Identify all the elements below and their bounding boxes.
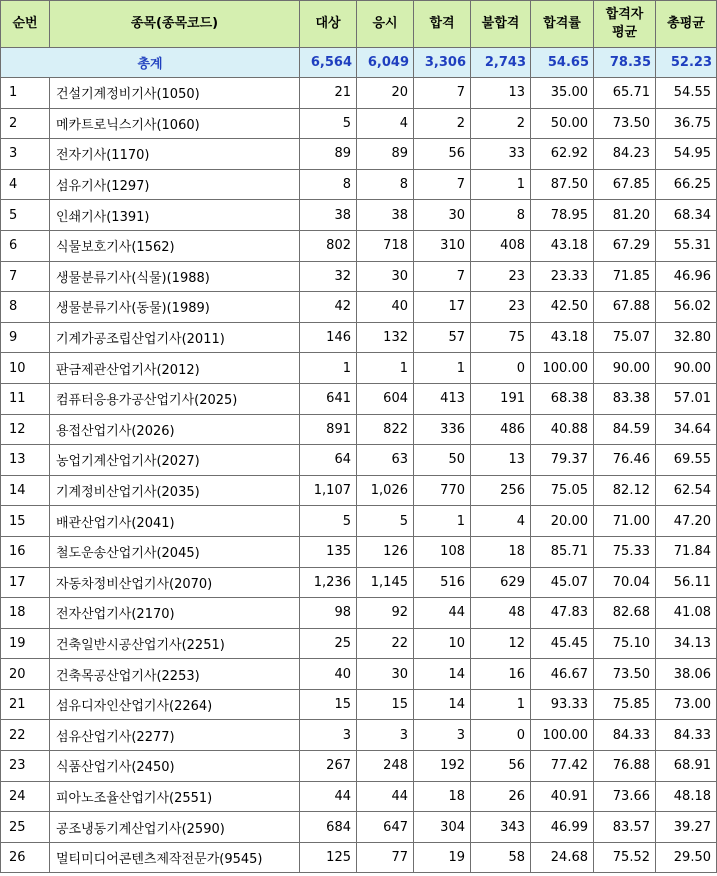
cell-rate: 46.99 — [531, 812, 594, 843]
cell-no: 23 — [1, 751, 50, 782]
cell-rate: 46.67 — [531, 659, 594, 690]
cell-no: 24 — [1, 781, 50, 812]
table-row — [1, 659, 717, 690]
cell-applied: 3 — [357, 720, 414, 751]
cell-rate: 62.92 — [531, 139, 594, 170]
cell-no: 19 — [1, 628, 50, 659]
cell-total-avg: 56.11 — [656, 567, 717, 598]
cell-rate: 42.50 — [531, 292, 594, 323]
cell-no: 7 — [1, 261, 50, 292]
cell-no: 1 — [1, 78, 50, 109]
cell-total-avg: 69.55 — [656, 445, 717, 476]
cell-pass-avg: 75.52 — [594, 842, 656, 873]
cell-failed: 4 — [471, 506, 531, 537]
table-row — [1, 781, 717, 812]
cell-passed: 310 — [414, 230, 471, 261]
cell-rate: 47.83 — [531, 598, 594, 629]
cell-total-avg: 68.91 — [656, 751, 717, 782]
cell-pass-avg: 76.88 — [594, 751, 656, 782]
table-row — [1, 842, 717, 873]
cell-failed: 18 — [471, 536, 531, 567]
table-row — [1, 812, 717, 843]
cell-total-avg: 56.02 — [656, 292, 717, 323]
cell-name: 피아노조율산업기사(2551) — [50, 781, 300, 812]
cell-rate: 50.00 — [531, 108, 594, 139]
cell-applied: 647 — [357, 812, 414, 843]
cell-no: 22 — [1, 720, 50, 751]
cell-no: 21 — [1, 689, 50, 720]
header-applied: 응시 — [357, 1, 414, 48]
cell-name: 판금제관산업기사(2012) — [50, 353, 300, 384]
cell-target: 267 — [300, 751, 357, 782]
total-row — [1, 48, 717, 78]
table-row — [1, 567, 717, 598]
cell-target: 42 — [300, 292, 357, 323]
cell-applied: 248 — [357, 751, 414, 782]
cell-pass-avg: 71.85 — [594, 261, 656, 292]
cell-failed: 56 — [471, 751, 531, 782]
cell-passed: 770 — [414, 475, 471, 506]
cell-total-avg: 57.01 — [656, 383, 717, 414]
cell-failed: 486 — [471, 414, 531, 445]
cell-no: 11 — [1, 383, 50, 414]
cell-name: 건축목공산업기사(2253) — [50, 659, 300, 690]
cell-passed: 1 — [414, 353, 471, 384]
total-rate: 54.65 — [531, 48, 594, 78]
cell-total-avg: 73.00 — [656, 689, 717, 720]
cell-rate: 68.38 — [531, 383, 594, 414]
cell-name: 멀티미디어콘텐츠제작전문가(9545) — [50, 842, 300, 873]
cell-pass-avg: 84.59 — [594, 414, 656, 445]
cell-name: 건설기계정비기사(1050) — [50, 78, 300, 109]
cell-failed: 1 — [471, 689, 531, 720]
cell-applied: 8 — [357, 169, 414, 200]
cell-target: 135 — [300, 536, 357, 567]
cell-target: 89 — [300, 139, 357, 170]
cell-applied: 30 — [357, 261, 414, 292]
total-label: 총계 — [1, 48, 300, 78]
cell-passed: 413 — [414, 383, 471, 414]
cell-no: 3 — [1, 139, 50, 170]
cell-failed: 256 — [471, 475, 531, 506]
cell-failed: 343 — [471, 812, 531, 843]
cell-pass-avg: 73.66 — [594, 781, 656, 812]
cell-rate: 75.05 — [531, 475, 594, 506]
cell-target: 15 — [300, 689, 357, 720]
cell-target: 8 — [300, 169, 357, 200]
cell-total-avg: 47.20 — [656, 506, 717, 537]
cell-name: 섬유산업기사(2277) — [50, 720, 300, 751]
table-row — [1, 414, 717, 445]
cell-rate: 23.33 — [531, 261, 594, 292]
cell-passed: 30 — [414, 200, 471, 231]
cell-rate: 87.50 — [531, 169, 594, 200]
cell-applied: 126 — [357, 536, 414, 567]
cell-passed: 14 — [414, 659, 471, 690]
cell-applied: 38 — [357, 200, 414, 231]
cell-total-avg: 41.08 — [656, 598, 717, 629]
table-row — [1, 322, 717, 353]
cell-failed: 26 — [471, 781, 531, 812]
cell-rate: 77.42 — [531, 751, 594, 782]
cell-name: 전자기사(1170) — [50, 139, 300, 170]
cell-applied: 132 — [357, 322, 414, 353]
table-row — [1, 536, 717, 567]
cell-target: 40 — [300, 659, 357, 690]
cell-pass-avg: 76.46 — [594, 445, 656, 476]
cell-name: 메카트로닉스기사(1060) — [50, 108, 300, 139]
table-row — [1, 108, 717, 139]
cell-name: 전자산업기사(2170) — [50, 598, 300, 629]
cell-total-avg: 90.00 — [656, 353, 717, 384]
cell-total-avg: 71.84 — [656, 536, 717, 567]
table-row — [1, 200, 717, 231]
cell-applied: 718 — [357, 230, 414, 261]
cell-total-avg: 55.31 — [656, 230, 717, 261]
cell-no: 10 — [1, 353, 50, 384]
total-target: 6,564 — [300, 48, 357, 78]
table-row — [1, 353, 717, 384]
cell-pass-avg: 67.85 — [594, 169, 656, 200]
cell-target: 146 — [300, 322, 357, 353]
cell-applied: 1,145 — [357, 567, 414, 598]
table-row — [1, 628, 717, 659]
total-passed: 3,306 — [414, 48, 471, 78]
cell-passed: 44 — [414, 598, 471, 629]
cell-failed: 75 — [471, 322, 531, 353]
cell-pass-avg: 73.50 — [594, 659, 656, 690]
cell-name: 생물분류기사(동물)(1989) — [50, 292, 300, 323]
cell-target: 3 — [300, 720, 357, 751]
header-name: 종목(종목코드) — [50, 1, 300, 48]
cell-applied: 22 — [357, 628, 414, 659]
cell-rate: 40.88 — [531, 414, 594, 445]
cell-total-avg: 29.50 — [656, 842, 717, 873]
cell-rate: 45.45 — [531, 628, 594, 659]
cell-no: 15 — [1, 506, 50, 537]
cell-total-avg: 34.64 — [656, 414, 717, 445]
cell-pass-avg: 84.33 — [594, 720, 656, 751]
header-pass-avg — [594, 1, 656, 48]
cell-rate: 78.95 — [531, 200, 594, 231]
cell-name: 식품산업기사(2450) — [50, 751, 300, 782]
cell-total-avg: 54.55 — [656, 78, 717, 109]
total-failed: 2,743 — [471, 48, 531, 78]
cell-failed: 48 — [471, 598, 531, 629]
cell-pass-avg: 71.00 — [594, 506, 656, 537]
cell-rate: 79.37 — [531, 445, 594, 476]
cell-no: 2 — [1, 108, 50, 139]
cell-failed: 629 — [471, 567, 531, 598]
cell-rate: 45.07 — [531, 567, 594, 598]
cell-pass-avg: 65.71 — [594, 78, 656, 109]
cell-applied: 4 — [357, 108, 414, 139]
cell-failed: 1 — [471, 169, 531, 200]
cell-applied: 40 — [357, 292, 414, 323]
cell-target: 125 — [300, 842, 357, 873]
cell-rate: 40.91 — [531, 781, 594, 812]
cell-passed: 57 — [414, 322, 471, 353]
table-row — [1, 598, 717, 629]
table-row — [1, 78, 717, 109]
cell-passed: 336 — [414, 414, 471, 445]
cell-name: 컴퓨터응용가공산업기사(2025) — [50, 383, 300, 414]
cell-pass-avg: 70.04 — [594, 567, 656, 598]
cell-failed: 408 — [471, 230, 531, 261]
cell-passed: 2 — [414, 108, 471, 139]
cell-applied: 5 — [357, 506, 414, 537]
cell-name: 건축일반시공산업기사(2251) — [50, 628, 300, 659]
cell-no: 5 — [1, 200, 50, 231]
cell-passed: 1 — [414, 506, 471, 537]
cell-total-avg: 46.96 — [656, 261, 717, 292]
cell-applied: 44 — [357, 781, 414, 812]
cell-pass-avg: 67.29 — [594, 230, 656, 261]
cell-pass-avg: 75.33 — [594, 536, 656, 567]
cell-name: 기계정비산업기사(2035) — [50, 475, 300, 506]
header-no: 순번 — [1, 1, 50, 48]
cell-failed: 23 — [471, 292, 531, 323]
table-row — [1, 169, 717, 200]
cell-pass-avg: 67.88 — [594, 292, 656, 323]
cell-rate: 85.71 — [531, 536, 594, 567]
cell-total-avg: 39.27 — [656, 812, 717, 843]
table-row — [1, 506, 717, 537]
cell-pass-avg: 73.50 — [594, 108, 656, 139]
header-target: 대상 — [300, 1, 357, 48]
cell-pass-avg: 82.12 — [594, 475, 656, 506]
cell-no: 12 — [1, 414, 50, 445]
cell-applied: 92 — [357, 598, 414, 629]
cell-target: 5 — [300, 108, 357, 139]
cell-failed: 0 — [471, 720, 531, 751]
cell-name: 생물분류기사(식물)(1988) — [50, 261, 300, 292]
cell-pass-avg: 75.10 — [594, 628, 656, 659]
cell-no: 26 — [1, 842, 50, 873]
cell-pass-avg: 82.68 — [594, 598, 656, 629]
cell-no: 14 — [1, 475, 50, 506]
total-pass-avg: 78.35 — [594, 48, 656, 78]
total-total-avg: 52.23 — [656, 48, 717, 78]
cell-passed: 56 — [414, 139, 471, 170]
cell-failed: 23 — [471, 261, 531, 292]
cell-passed: 192 — [414, 751, 471, 782]
cell-name: 섬유디자인산업기사(2264) — [50, 689, 300, 720]
cell-passed: 3 — [414, 720, 471, 751]
cell-name: 인쇄기사(1391) — [50, 200, 300, 231]
cell-name: 기계가공조립산업기사(2011) — [50, 322, 300, 353]
cell-pass-avg: 75.07 — [594, 322, 656, 353]
cell-no: 9 — [1, 322, 50, 353]
cell-applied: 89 — [357, 139, 414, 170]
cell-passed: 516 — [414, 567, 471, 598]
cell-total-avg: 68.34 — [656, 200, 717, 231]
cell-name: 공조냉동기계산업기사(2590) — [50, 812, 300, 843]
cell-pass-avg: 83.38 — [594, 383, 656, 414]
cell-passed: 19 — [414, 842, 471, 873]
cell-rate: 43.18 — [531, 230, 594, 261]
cell-pass-avg: 83.57 — [594, 812, 656, 843]
cell-passed: 10 — [414, 628, 471, 659]
cell-target: 98 — [300, 598, 357, 629]
cell-target: 802 — [300, 230, 357, 261]
cell-pass-avg: 81.20 — [594, 200, 656, 231]
cell-name: 배관산업기사(2041) — [50, 506, 300, 537]
cell-passed: 7 — [414, 169, 471, 200]
cell-total-avg: 32.80 — [656, 322, 717, 353]
cell-no: 17 — [1, 567, 50, 598]
cell-rate: 24.68 — [531, 842, 594, 873]
cell-passed: 108 — [414, 536, 471, 567]
cell-pass-avg: 84.23 — [594, 139, 656, 170]
cell-target: 1 — [300, 353, 357, 384]
table-row — [1, 751, 717, 782]
cell-applied: 63 — [357, 445, 414, 476]
cell-no: 20 — [1, 659, 50, 690]
cell-name: 철도운송산업기사(2045) — [50, 536, 300, 567]
header-passed: 합격 — [414, 1, 471, 48]
cell-failed: 16 — [471, 659, 531, 690]
cell-name: 자동차정비산업기사(2070) — [50, 567, 300, 598]
cell-no: 13 — [1, 445, 50, 476]
table-row — [1, 383, 717, 414]
cell-rate: 93.33 — [531, 689, 594, 720]
cell-applied: 15 — [357, 689, 414, 720]
cell-passed: 17 — [414, 292, 471, 323]
cell-target: 44 — [300, 781, 357, 812]
cell-name: 용접산업기사(2026) — [50, 414, 300, 445]
cell-no: 25 — [1, 812, 50, 843]
cell-applied: 604 — [357, 383, 414, 414]
cell-target: 891 — [300, 414, 357, 445]
cell-passed: 14 — [414, 689, 471, 720]
cell-passed: 7 — [414, 78, 471, 109]
table-row — [1, 475, 717, 506]
cell-target: 25 — [300, 628, 357, 659]
cell-target: 641 — [300, 383, 357, 414]
table-row — [1, 261, 717, 292]
table-row — [1, 139, 717, 170]
header-row — [1, 1, 717, 48]
cell-total-avg: 48.18 — [656, 781, 717, 812]
cell-applied: 30 — [357, 659, 414, 690]
cell-failed: 12 — [471, 628, 531, 659]
cell-failed: 191 — [471, 383, 531, 414]
header-pass-avg-line2: 평균 — [611, 25, 638, 40]
cell-target: 38 — [300, 200, 357, 231]
cell-no: 16 — [1, 536, 50, 567]
cell-failed: 8 — [471, 200, 531, 231]
table-row — [1, 689, 717, 720]
cell-total-avg: 84.33 — [656, 720, 717, 751]
cell-pass-avg: 90.00 — [594, 353, 656, 384]
cell-failed: 0 — [471, 353, 531, 384]
cell-total-avg: 38.06 — [656, 659, 717, 690]
cell-passed: 18 — [414, 781, 471, 812]
cell-total-avg: 62.54 — [656, 475, 717, 506]
cell-failed: 2 — [471, 108, 531, 139]
cell-applied: 77 — [357, 842, 414, 873]
cell-rate: 20.00 — [531, 506, 594, 537]
cell-target: 32 — [300, 261, 357, 292]
cell-failed: 33 — [471, 139, 531, 170]
cell-target: 1,236 — [300, 567, 357, 598]
cell-applied: 1 — [357, 353, 414, 384]
cell-no: 8 — [1, 292, 50, 323]
header-failed: 불합격 — [471, 1, 531, 48]
cell-name: 식물보호기사(1562) — [50, 230, 300, 261]
cell-no: 18 — [1, 598, 50, 629]
cell-no: 6 — [1, 230, 50, 261]
table-row — [1, 230, 717, 261]
table-row — [1, 445, 717, 476]
cell-passed: 304 — [414, 812, 471, 843]
cell-no: 4 — [1, 169, 50, 200]
cell-rate: 100.00 — [531, 353, 594, 384]
cell-applied: 1,026 — [357, 475, 414, 506]
cell-target: 21 — [300, 78, 357, 109]
cell-total-avg: 36.75 — [656, 108, 717, 139]
cell-rate: 43.18 — [531, 322, 594, 353]
table-row — [1, 720, 717, 751]
cell-passed: 7 — [414, 261, 471, 292]
cell-passed: 50 — [414, 445, 471, 476]
cell-rate: 35.00 — [531, 78, 594, 109]
header-total-avg: 총평균 — [656, 1, 717, 48]
header-pass-avg-line1: 합격자 — [605, 7, 644, 22]
cell-name: 농업기계산업기사(2027) — [50, 445, 300, 476]
header-rate: 합격률 — [531, 1, 594, 48]
cell-target: 1,107 — [300, 475, 357, 506]
total-applied: 6,049 — [357, 48, 414, 78]
cell-pass-avg: 75.85 — [594, 689, 656, 720]
cell-target: 64 — [300, 445, 357, 476]
cell-failed: 58 — [471, 842, 531, 873]
cell-name: 섬유기사(1297) — [50, 169, 300, 200]
table-row — [1, 292, 717, 323]
cell-applied: 20 — [357, 78, 414, 109]
cell-total-avg: 66.25 — [656, 169, 717, 200]
cell-total-avg: 34.13 — [656, 628, 717, 659]
cell-failed: 13 — [471, 445, 531, 476]
cell-target: 5 — [300, 506, 357, 537]
cell-failed: 13 — [471, 78, 531, 109]
cell-rate: 100.00 — [531, 720, 594, 751]
cell-applied: 822 — [357, 414, 414, 445]
cell-target: 684 — [300, 812, 357, 843]
cell-total-avg: 54.95 — [656, 139, 717, 170]
